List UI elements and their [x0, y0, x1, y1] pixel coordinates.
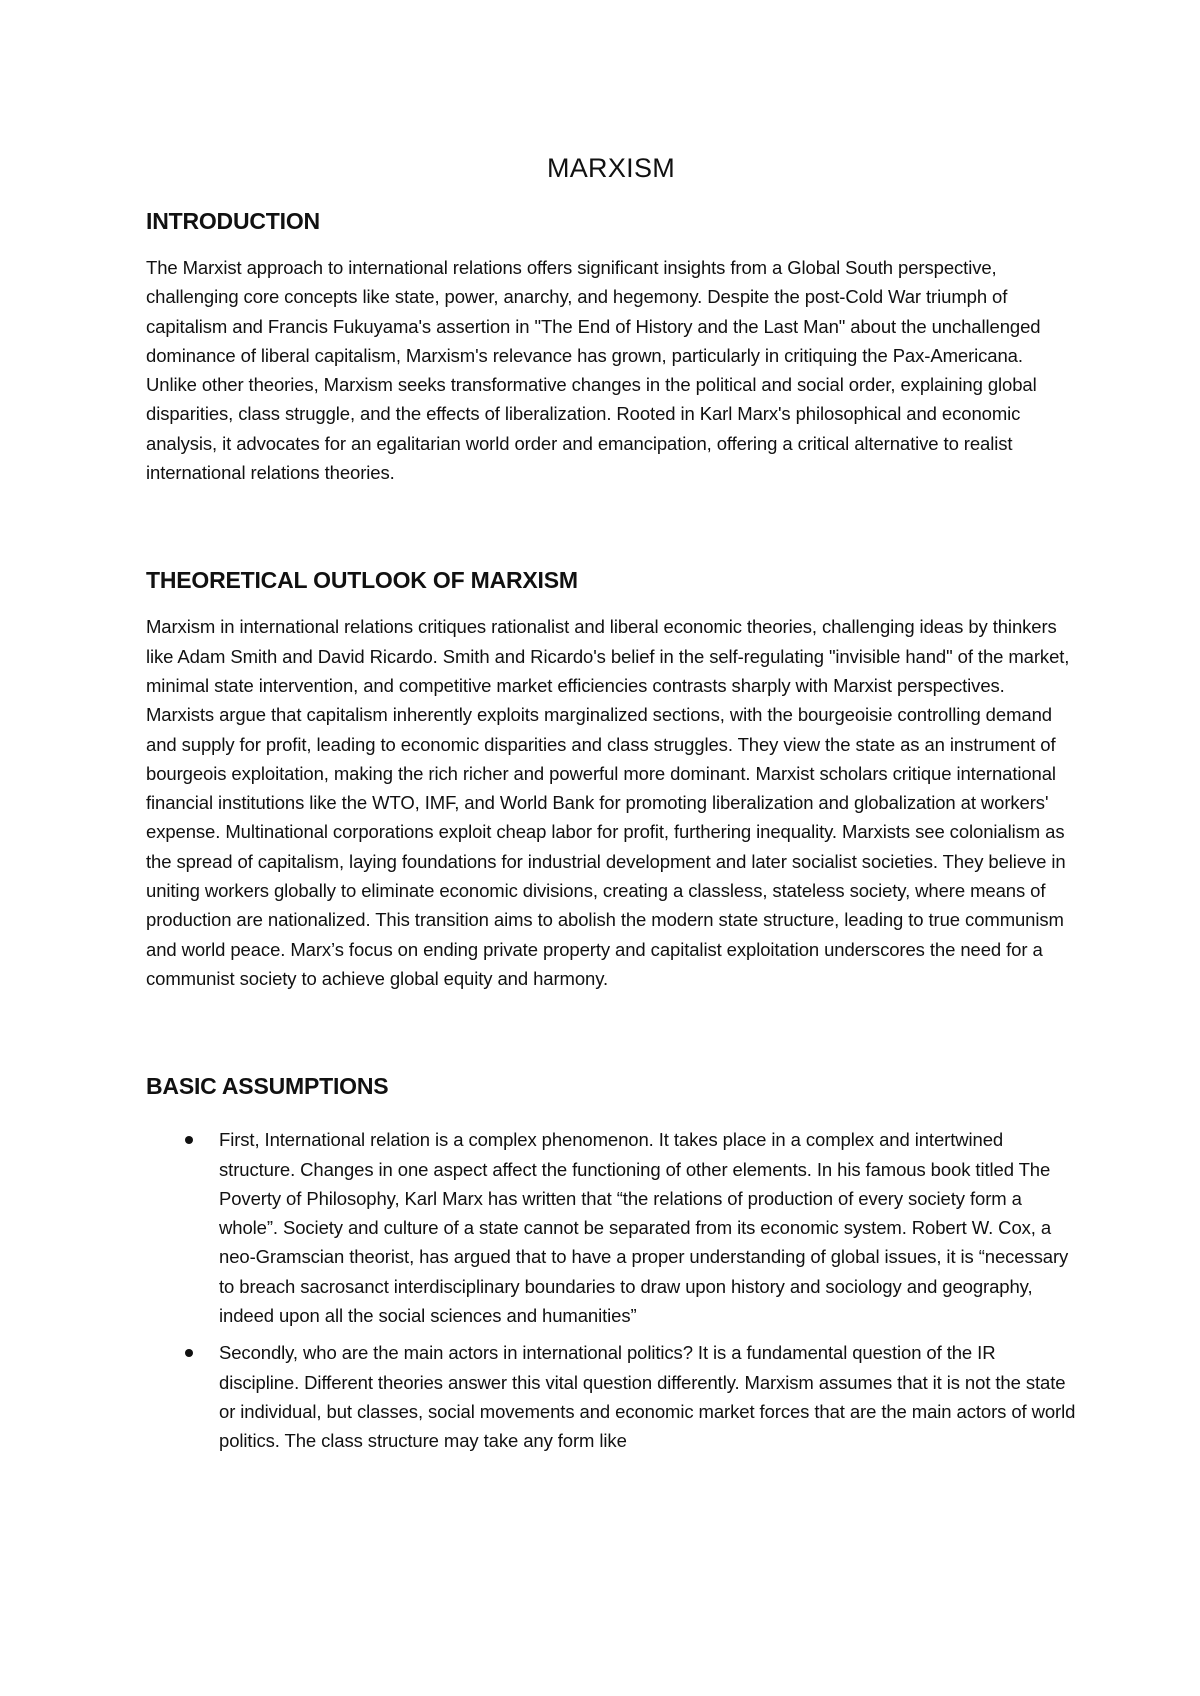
list-item [146, 1338, 1076, 1455]
list-item-text: Secondly, who are the main actors in international politics? It is a fundamental question of the IR discipline. Different theories answer this vital question differently. Marxism assumes that it is not the state or individual, but classes, social movements and economic market forces that are the main actors of world politics. The class structure may take any form like [219, 1342, 1076, 1452]
list-item [146, 1125, 1076, 1330]
heading-basic-assumptions: BASIC ASSUMPTIONS [146, 1073, 389, 1100]
list-item-text: First, International relation is a complex phenomenon. It takes place in a complex and intertwined structure. Changes in one aspect affect the functioning of other elements. In his famous book titled The Poverty of Philosophy, Karl Marx has written that “the relations of production of every society form a whole”. Society and culture of a state cannot be separated from its economic system. Robert W. Cox, a neo-Gramscian theorist, has argued that to have a proper understanding of global issues, it is “necessary to breach sacrosanct interdisciplinary boundaries to draw upon history and sociology and geography, indeed upon all the social sciences and humanities” [219, 1129, 1069, 1327]
introduction-paragraph: The Marxist approach to international relations offers significant insights from a Global South perspective, challenging core concepts like state, power, anarchy, and hegemony. Despite the post-Cold War triumph of capitalism and Francis Fukuyama's assertion in "The End of History and the Last Man" about the unchallenged dominance of liberal capitalism, Marxism's relevance has grown, particularly in critiquing the Pax-Americana. Unlike other theories, Marxism seeks transformative changes in the political and social order, explaining global disparities, class struggle, and the effects of liberalization. Rooted in Karl Marx's philosophical and economic analysis, it advocates for an egalitarian world order and emancipation, offering a critical alternative to realist international relations theories. [146, 257, 1041, 484]
theoretical-outlook-paragraph: Marxism in international relations critiques rationalist and liberal economic theories, challenging ideas by thinkers like Adam Smith and David Ricardo. Smith and Ricardo's belief in the self-regulating "invisible hand" of the market, minimal state intervention, and competitive market efficiencies contrasts sharply with Marxist perspectives. Marxists argue that capitalism inherently exploits marginalized sections, with the bourgeoisie controlling demand and supply for profit, leading to economic disparities and class struggles. They view the state as an instrument of bourgeois exploitation, making the rich richer and powerful more dominant. Marxist scholars critique international financial institutions like the WTO, IMF, and World Bank for promoting liberalization and globalization at workers' expense. Multinational corporations exploit cheap labor for profit, furthering inequality. Marxists see colonialism as the spread of capitalism, laying foundations for industrial development and later socialist societies. They believe in uniting workers globally to eliminate economic divisions, creating a classless, stateless society, where means of production are nationalized. This transition aims to abolish the modern state structure, leading to true communism and world peace. Marx’s focus on ending private property and capitalist exploitation underscores the need for a communist society to achieve global equity and harmony. [146, 616, 1070, 989]
heading-theoretical-outlook: THEORETICAL OUTLOOK OF MARXISM [146, 567, 578, 594]
bullet-icon [185, 1136, 193, 1144]
basic-assumptions-list [146, 1125, 1076, 1455]
document-body [146, 148, 1076, 1464]
document-title: MARXISM [546, 153, 676, 183]
heading-introduction: INTRODUCTION [146, 208, 320, 234]
bullet-icon [185, 1349, 193, 1357]
